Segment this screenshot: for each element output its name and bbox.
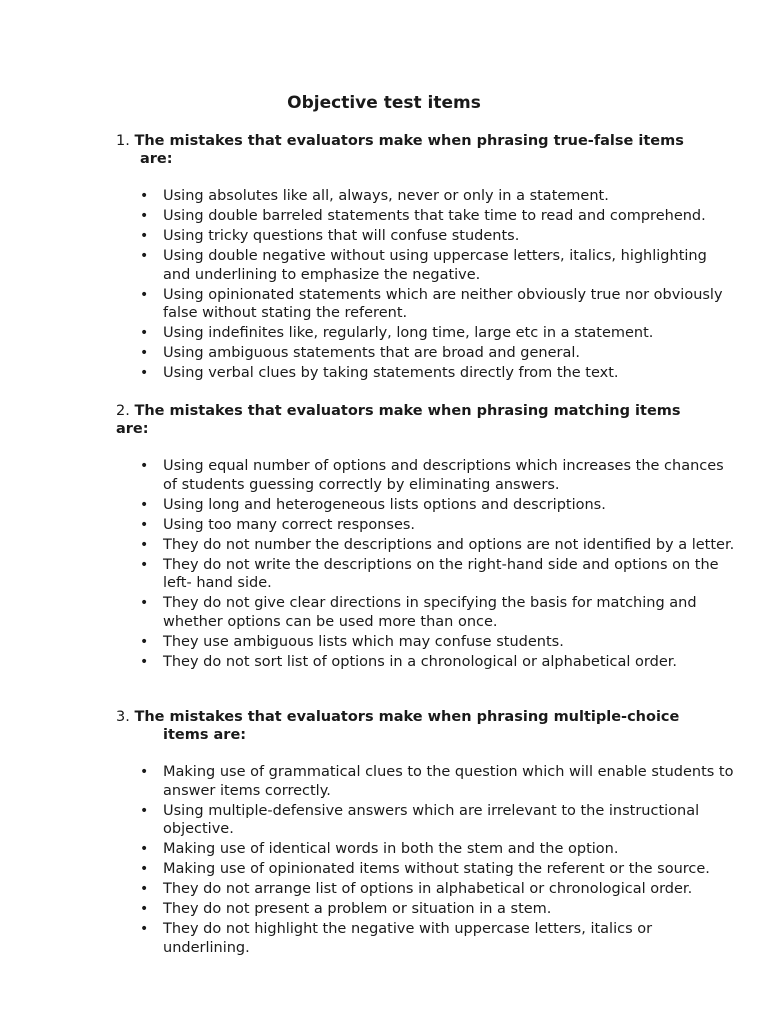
list-item: • Using ambiguous statements that are broad and general. [116, 344, 736, 363]
section-heading-continuation: are: [116, 421, 149, 437]
list-item: • They do not give clear directions in specifying the basis for matching and whether options can be used more than once. [116, 594, 736, 631]
list-item: • Using indefinites like, regularly, long time, large etc in a statement. [116, 324, 736, 343]
list-item: • Using double barreled statements that take time to read and comprehend. [116, 207, 736, 226]
section-number: 2. [116, 403, 130, 419]
section-heading [116, 402, 736, 438]
list-item: • Making use of identical words in both the stem and the option. [116, 840, 736, 859]
list-item: • Making use of grammatical clues to the question which will enable students to answer items correctly. [116, 763, 736, 800]
list-item: • Using multiple-defensive answers which are irrelevant to the instructional objective. [116, 802, 736, 839]
list-item: • Using verbal clues by taking statements directly from the text. [116, 364, 736, 383]
list-item: • Using double negative without using uppercase letters, italics, highlighting and underlining to emphasize the negative. [116, 247, 736, 284]
list-item: • They do not write the descriptions on the right-hand side and options on the left- hand side. [116, 556, 736, 593]
bullet-list [116, 457, 736, 671]
bullet-list [116, 187, 736, 383]
section-true-false [116, 132, 736, 384]
section-matching [116, 402, 736, 673]
section-heading [116, 708, 736, 744]
section-heading-continuation: are: [140, 151, 173, 167]
list-item: • They do not highlight the negative with uppercase letters, italics or underlining. [116, 920, 736, 957]
list-item: • They do not number the descriptions and options are not identified by a letter. [116, 536, 736, 555]
list-item: • They use ambiguous lists which may confuse students. [116, 633, 736, 652]
document-title: Objective test items [287, 93, 481, 113]
list-item: • Using absolutes like all, always, never or only in a statement. [116, 187, 736, 206]
section-heading-text: The mistakes that evaluators make when phrasing multiple-choice [134, 709, 680, 725]
section-heading-text: The mistakes that evaluators make when phrasing true-false items [134, 133, 684, 149]
section-heading-text: The mistakes that evaluators make when phrasing matching items [134, 403, 681, 419]
list-item: • Using too many correct responses. [116, 516, 736, 535]
list-item: • Using opinionated statements which are neither obviously true nor obviously false without stating the referent. [116, 286, 736, 323]
section-number: 3. [116, 709, 130, 725]
list-item: • Using equal number of options and descriptions which increases the chances of students guessing correctly by eliminating answers. [116, 457, 736, 494]
section-multiple-choice [116, 708, 736, 959]
list-item: • Making use of opinionated items without stating the referent or the source. [116, 860, 736, 879]
section-number: 1. [116, 133, 130, 149]
section-heading-continuation: items are: [163, 727, 247, 743]
list-item: • Using long and heterogeneous lists options and descriptions. [116, 496, 736, 515]
list-item: • Using tricky questions that will confuse students. [116, 227, 736, 246]
bullet-list [116, 763, 736, 957]
list-item: • They do not present a problem or situation in a stem. [116, 900, 736, 919]
list-item: • They do not arrange list of options in alphabetical or chronological order. [116, 880, 736, 899]
section-heading [116, 132, 736, 168]
list-item: • They do not sort list of options in a chronological or alphabetical order. [116, 653, 736, 672]
